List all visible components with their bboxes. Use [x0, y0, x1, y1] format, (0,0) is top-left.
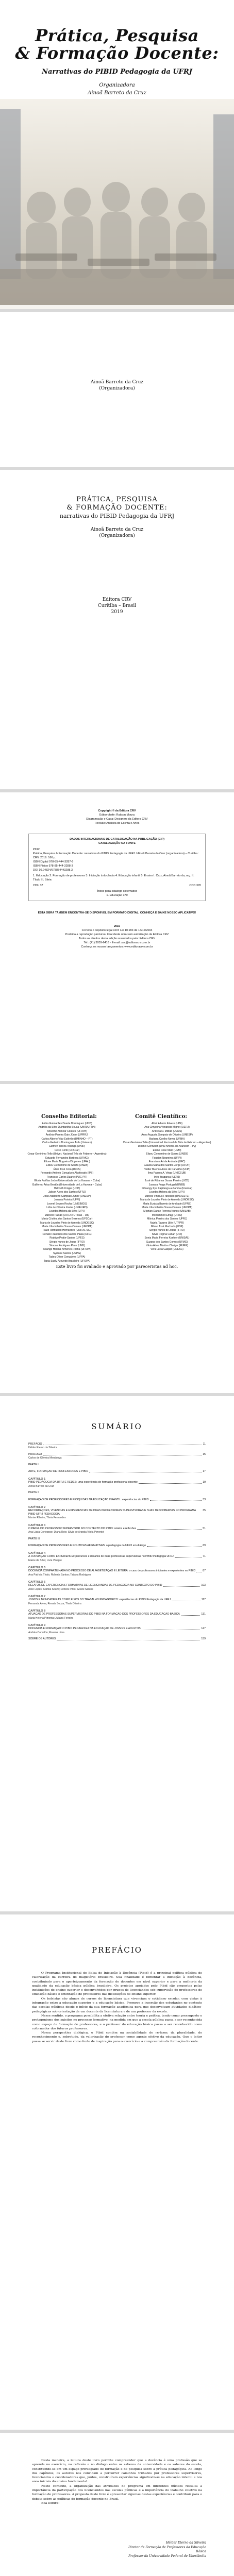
- council-member: Josania Portela (UFPI): [54, 1198, 80, 1202]
- committee-member: Silvia Regina Canan (URI): [152, 1232, 182, 1236]
- committee-member: Vera Lucia Gaspar (UDESC): [151, 1248, 183, 1251]
- toc-chapter-label[interactable]: CAPÍTULO 6: [28, 1581, 46, 1584]
- toc-entry-row: [28, 1470, 206, 1473]
- toc-chapter-label[interactable]: CAPÍTULO 9: [28, 1624, 46, 1628]
- preface-page: [0, 1914, 234, 2430]
- council-member: Sydione Santos (UEPG): [53, 1251, 81, 1255]
- committee-member: Ilma Passos A. Veiga (UNICEUB): [147, 1172, 187, 1175]
- toc-entry-title: FORMAÇÃO DE PROFESSORES E PESQUISAS NA EDUCAÇÃO INFANTIL: experiências do PIBID: [28, 1498, 149, 1501]
- council-member: Solange Helena Ximenes-Rocha (UFOPA): [42, 1248, 92, 1251]
- cip-isbn-physical: ISBN Físico 978-85-444-3288-3: [33, 865, 73, 868]
- committee-member: Barbara Coelho Neves (UFBA): [149, 1137, 185, 1141]
- toc-leader: [196, 1569, 202, 1572]
- council-member: Antônio Pereira Gaio Júnior (UFRRJ): [45, 1133, 89, 1137]
- cover-photo: [0, 99, 234, 305]
- committee-member: Altair Alberto Fávero (UPF): [151, 1122, 183, 1125]
- toc-chapter-label[interactable]: CAPÍTULO 1: [28, 1478, 46, 1481]
- toc-entry[interactable]: [28, 1481, 206, 1488]
- copyright-page: [0, 792, 234, 1081]
- council-member: Carlos Alberto Vilar Estêvão (UMINHO – PT): [41, 1137, 93, 1141]
- cover-title: [0, 27, 234, 62]
- toc-entry-authors: Ana Patrícia Thaís; Roberta Santos; Tatiana Rodrigues: [28, 1573, 91, 1577]
- toc-entry-row: [28, 1584, 206, 1587]
- toc-chapter-label[interactable]: CAPÍTULO 3: [28, 1524, 46, 1528]
- digital-notice: ESTA OBRA TAMBÉM ENCONTRA-SE DISPONÍVEL EM FORMATO DIGITAL. CONHEÇA E BAIXE NOSSO APLICATIVO!: [38, 911, 196, 914]
- toc-entry[interactable]: [28, 1584, 206, 1591]
- toc-leader: [172, 1598, 200, 1601]
- toc-page-number: 131: [201, 1613, 206, 1616]
- council-member: Aldira Guimarães Duarte Domínguez (UNB): [42, 1122, 92, 1125]
- toc-entry-row: [28, 1453, 206, 1456]
- preface-paragraph: O Programa Institucional de Bolsa de Iniciação à Docência (Pibid) é a principal política pública de valorização da carreira do magistério brasileiro. Sua finalidade é fomentar a iniciação à docência, contribuindo para o aperfeiçoamento da formação de docentes em nível superior e para a melhoria da qualidade da educação básica pública brasileira. Os projetos apoiados pelo Pibid são propostos pelas instituições de ensino superior e desenvolvidos por grupos de licenciandos sob supervisão de professores de educação básica e orientação de professores das instituições de ensino superior.: [32, 1972, 202, 1996]
- toc-entry-title: SOBRE OS AUTORES: [28, 1637, 56, 1641]
- committee-member: Marcos Vinicius Francisco (UNOESTE): [144, 1194, 190, 1198]
- toc-page-number: 15: [203, 1453, 206, 1456]
- toc-entry-authors: Andréa Carvalho; Rosana Lima: [28, 1631, 64, 1634]
- committee-member: Míghian Danae Ferreira Nunes (UNILAB): [143, 1210, 191, 1213]
- toc-chapter-label[interactable]: CAPÍTULO 2: [28, 1505, 46, 1509]
- toc-entry-title: A FORMAÇÃO COMO EXPERIÊNCIA: percursos e desafios de duas professoras supervisoras no PIBID Pedagogia UFRJ: [28, 1555, 174, 1558]
- preface-paragraph: Os bolsistas são alunos de cursos de licenciatura que vivenciam o cotidiano escolar, com vistas à integração entre a educação superior e a educação básica. Promove a inserção dos estudantes no contexto das escolas públicas desde o início da sua formação acadêmica para que desenvolvam atividades didático-pedagógicas sob orientação de um docente da licenciatura e de um professor da escola.: [32, 1997, 202, 2013]
- toc-leader: [137, 1527, 202, 1530]
- toc-title: SUMÁRIO: [91, 1422, 143, 1431]
- toc-entry-title: PARTE I: [28, 1463, 39, 1466]
- toc-entry[interactable]: [28, 1637, 206, 1641]
- council-member: Sérgio Nunes de Jesus (IFRO): [49, 1240, 85, 1244]
- legal-deposit: Foi feito o depósito legal conf. Lei 10.994 de 14/12/2004: [81, 929, 153, 932]
- toc-entry-authors: Fernanda Alves; Renata Souza; Thaís Oliveira: [28, 1602, 81, 1605]
- signature-institution: Professor da Universidade Federal de Uberlândia: [128, 2554, 206, 2558]
- committee-member: Mohammed Elhajji (UFRJ): [152, 1213, 182, 1217]
- peer-review-note: Este livro foi avaliado e aprovado por pareceristas ad hoc.: [56, 1264, 178, 1269]
- committee-member: Mônica Pereira dos Santos (UFRJ): [147, 1217, 187, 1221]
- committee-member: Anna Augusta Sampaio de Oliveira (UNESP): [141, 1133, 193, 1137]
- toc-entry[interactable]: [28, 1544, 206, 1548]
- colophon-year: 2019: [113, 925, 121, 928]
- title-page-title: [0, 496, 234, 520]
- cip-body: Prática, Pesquisa & Formação Docente: narrativas do PIBID Pedagogia da UFRJ / Ainoã Barreto da Cruz (organizadora) – Curitiba : CRV, 2019. 166 p.: [33, 852, 199, 859]
- revision-line: Revisão: Analista de Escrita e Artes: [94, 822, 140, 825]
- committee-member: Vânia Alves Martins Chaigar (FURG): [146, 1244, 188, 1247]
- publisher-city: Curitiba – Brasil: [97, 603, 137, 608]
- toc-page-number: 87: [203, 1569, 206, 1573]
- toc-entry[interactable]: [28, 1527, 206, 1534]
- toc-leader: [89, 1470, 202, 1472]
- publication-year: 2019: [111, 609, 123, 615]
- cover-title-line-2: & Formação Docente:: [15, 43, 219, 63]
- toc-entry-authors: Carlos de Oliveira Mendonça: [28, 1456, 62, 1460]
- toc-chapter-label[interactable]: CAPÍTULO 8: [28, 1609, 46, 1613]
- toc-entry-title: FORMAÇÃO DE PROFESSORES E POLÍTICAS AFIRMATIVAS: a pedagogia da UFRJ em diálogo: [28, 1544, 146, 1548]
- toc-leader: [43, 1453, 202, 1455]
- half-title-page: [0, 312, 234, 467]
- publisher-name: Editora CRV: [102, 597, 132, 602]
- council-member: Leonel Severo Rocha (UNISINOS): [47, 1202, 87, 1206]
- title-page-organizer: Ainoã Barreto da Cruz: [90, 527, 144, 532]
- toc-entry-authors: Ana Lúcia Cortegoso; Diana Reis; Silvia de Aranda Vilela Pimentel: [28, 1531, 105, 1534]
- preface-title: PREFÁCIO: [92, 1945, 142, 1955]
- toc-page-number: 103: [201, 1584, 206, 1587]
- committee-member: Lourdes Helena da Silva (UFV): [149, 1191, 185, 1194]
- cover-organizer-name: Ainoã Barreto da Cruz: [88, 90, 146, 96]
- committee-member: Najela Tavares Ujiie (UTFPR): [150, 1221, 184, 1225]
- cip-cdu: CDU 37: [33, 884, 43, 887]
- council-member: Gloria Fariñas León (Universidade de La Havana – Cuba): [34, 1179, 100, 1183]
- committee-member: Francisco Ari de Andrade (UFC): [148, 1160, 186, 1164]
- cover-organizer-label: Organizadora: [99, 82, 135, 88]
- committee-member: Cesar Gerónimo Tello (Universidad Nacional de Três de Febrero – Argentina): [123, 1141, 211, 1145]
- committee-member: Andréia N. Militão (UEMS): [152, 1129, 182, 1133]
- toc-entry-title: RELATOS DE EXPERIÊNCIAS FORMATIVAS DE LICENCIANDAS DE PEDAGOGIA NO CONTEXTO DO PIBID: [28, 1584, 162, 1587]
- toc-entry-row: [28, 1527, 206, 1531]
- copyright-line: Copyright © da Editora CRV: [98, 809, 136, 812]
- editorial-board-page: [0, 1084, 234, 1393]
- toc-entry-row: [28, 1443, 206, 1446]
- cip-subheading: CATALOGAÇÃO NA FONTE: [98, 842, 136, 845]
- council-member: Tania Suely Azevedo Brasileiro (UFOPA): [43, 1259, 91, 1263]
- preface-paragraph: Nesse sentido, o programa possibilita a efetiva relação entre teoria e prática, tendo como pressuposto o protagonismo dos sujeitos no processo formativo, na medida em que a escola pública passa a ser reconhecida como espaço de formação de professores, e o professor da educação básica passa a ser reconhecido como coformador dos futuros professores.: [32, 2014, 202, 2030]
- publisher-site: Conheça os nossos lançamentos: www.editoracrv.com.br: [81, 945, 153, 948]
- toc-entry-title: DOCÊNCIA COMPARTILHADA NO PROCESSO DE ALFABETIZAÇÃO E LEITURA: o caso de professores iniciantes e experientes no PIBID: [28, 1569, 196, 1573]
- cip-index-title: Índice para catálogo sistemático: [96, 890, 138, 893]
- council-member: Guillermo Arias Beatón (Universidade de La Havana – Cuba): [32, 1183, 102, 1187]
- council-member: Rodrigo Pratte-Santos (UFES): [49, 1236, 85, 1240]
- council-title: Conselho Editorial:: [41, 1114, 97, 1120]
- toc-entry-row: [28, 1569, 206, 1573]
- cip-cdd: CDD 370: [189, 884, 201, 887]
- title-line-3: narrativas do PIBID Pedagogia da UFRJ: [59, 513, 175, 519]
- toc-entry-row: [28, 1491, 206, 1495]
- council-member: Jailson Alves dos Santos (UFRJ): [48, 1191, 86, 1194]
- title-page-organizer-role: (Organizadora): [99, 533, 135, 538]
- toc-entry-authors: Marise Ribeiro; Tânia Fernandes: [28, 1516, 66, 1520]
- toc-entry[interactable]: [28, 1613, 206, 1620]
- toc-entry-row: [28, 1463, 206, 1467]
- preface-text-part-1: [32, 1971, 202, 2044]
- council-member: Paulo Romualdo Hernandes (UNIFAL-MG): [42, 1229, 92, 1232]
- toc-entry-authors: Ainoã Barreto da Cruz: [28, 1484, 54, 1488]
- council-member: Elizeu Clementino de Souza (UNEB): [46, 1164, 88, 1167]
- toc-leader: [150, 1498, 202, 1501]
- title-line-1: PRÁTICA, PESQUISA: [76, 496, 158, 503]
- toc-entry-title: DOCÊNCIA E FORMAÇÃO: O PIBID PEDAGOGIA NA EDUCAÇÃO DE JOVENS E ADULTOS: [28, 1627, 141, 1631]
- toc-entry[interactable]: [28, 1498, 206, 1502]
- toc-chapter-label[interactable]: CAPÍTULO 7: [28, 1595, 46, 1599]
- council-member: Tadeu Oliver Gonçalves (UFPA): [48, 1256, 86, 1259]
- toc-entry[interactable]: [28, 1598, 206, 1605]
- cover-title-line-1: Prática, Pesquisa: [35, 26, 199, 45]
- toc-leader: [43, 1443, 202, 1445]
- toc-chapter-label[interactable]: CAPÍTULO 4: [28, 1552, 46, 1555]
- council-member: Simone Rodrigues Pinto (UNB): [49, 1244, 85, 1247]
- toc-entry[interactable]: [28, 1453, 206, 1460]
- toc-entry[interactable]: [28, 1569, 206, 1577]
- council-member: Maria de Lourdes Pinto de Almeida (UNOESC): [40, 1221, 94, 1225]
- organizer-role: (Organizadora): [99, 386, 135, 391]
- toc-entry-row: [28, 1555, 206, 1558]
- council-list: [21, 1122, 113, 1263]
- toc-chapter-label[interactable]: CAPÍTULO 5: [28, 1566, 46, 1570]
- toc-page-number: 51: [203, 1527, 206, 1531]
- toc-entry-row: [28, 1537, 206, 1541]
- council-member: Lourdes Helena da Silva (UFV): [49, 1210, 85, 1213]
- council-member: Carlos Federico Dominguez Avila (Unieuro): [42, 1141, 92, 1145]
- toc-list: [28, 1443, 206, 1645]
- toc-leader: [175, 1555, 202, 1557]
- council-member: Maria Lília Imbiriba Sousa Colares (UFOPA): [42, 1225, 92, 1228]
- toc-entry-authors: Alice Lopes; Camila Souza; Débora Pinto; Gisele Santos: [28, 1587, 93, 1591]
- committee-member: Sonia Maria Ferreira Koehler (UNISAL): [144, 1236, 190, 1240]
- cip-subjects: 1. Educação 2. Formação de professores 3. Iniciação à docência 4. Educação infantil 5. Ensino I. Cruz, Ainoã Barreto da, org. II. Título III. Série.: [33, 874, 194, 882]
- council-member: Eduardo Fernandes Barbosa (UFMG): [45, 1156, 89, 1160]
- council-member: Fernando Antônio Gonçalves Alcoforado (IPB): [40, 1172, 94, 1175]
- toc-entry[interactable]: [28, 1509, 206, 1520]
- toc-entry-row: [28, 1598, 206, 1602]
- preface-paragraph: Boa leitura!: [41, 2501, 60, 2505]
- preface-continued-page: [0, 2433, 234, 2576]
- reproduction-notice: Proibida a reprodução parcial ou total desta obra sem autorização da Editora CRV: [65, 933, 169, 936]
- toc-entry-title: ATUAÇÃO DE PROFESSORAS SUPERVISORAS DO PIBID NA FORMAÇÃO DOS PROFESSORES DA EDUCAÇÃO BÁSICA: [28, 1613, 180, 1616]
- toc-leader: [142, 1627, 200, 1630]
- toc-page-number: 17: [203, 1470, 206, 1473]
- preface-paragraph: Desta maneira, a leitura deste livro permite compreender que a docência é uma profissão que se aprende no exercício, na reflexão e no diálogo entre os saberes da universidade e os saberes da escola, constituindo-se em um espaço privilegiado de formação e de pesquisa sobre a prática pedagógica. Ao longo dos capítulos, os autores nos convidam a percorrer caminhos trilhados por professores supervisores, licenciandos e coordenadores que, juntos, construíram experiências significativas na educação infantil e nos anos iniciais do ensino fundamental.: [32, 2459, 202, 2484]
- committee-member: Ana Chrystina Venancio Mignot (UERJ): [144, 1126, 190, 1129]
- committee-member: Maria Eurácia Barreto de Andrade (UFRB): [143, 1202, 191, 1206]
- preface-signature: [119, 2541, 206, 2558]
- toc-leader: [57, 1637, 200, 1640]
- committee-list: [121, 1122, 213, 1252]
- signature-name: Hélder Eterno da Silveira: [165, 2541, 206, 2545]
- committee-member: Sérgio Nunes de Jesus (IFRO): [149, 1229, 185, 1232]
- toc-entry-authors: Maria Helena Pimenta; Juliana Ferreira: [28, 1616, 73, 1620]
- cip-box: [28, 834, 206, 901]
- council-member: Carmen Tereza Velanga (UNIR): [48, 1145, 86, 1148]
- table-of-contents-page: [0, 1396, 234, 1911]
- council-member: Andréia da Silva Quintanilha Sousa (UNIR/UFRN): [38, 1126, 96, 1129]
- toc-entry-row: [28, 1637, 206, 1641]
- committee-member: Fauston Negreiros (UFPI): [152, 1156, 182, 1160]
- toc-entry[interactable]: [28, 1470, 206, 1473]
- committee-member: Suzana dos Santos Gomes (UFMG): [146, 1240, 188, 1244]
- toc-entry-title: PIBID PEDAGOGIA DA UFRJ E REDES: uma experiência de formação profissional docente: [28, 1481, 138, 1484]
- organizer-name: Ainoã Barreto da Cruz: [90, 380, 144, 385]
- toc-entry-row: [28, 1509, 206, 1516]
- council-member: Elione Maria Nogueira Diogenes (UFAL): [44, 1160, 90, 1164]
- council-member: Marcelo Paixão (UFRJ e UTexas – US): [44, 1213, 90, 1217]
- council-member: Celso Conti (UFSCar): [54, 1148, 80, 1152]
- toc-entry-row: [28, 1627, 206, 1631]
- toc-page-number: 35: [203, 1509, 206, 1512]
- committee-member: Maria Lília Imbiriba Sousa Colares (UFOPA): [142, 1206, 192, 1209]
- toc-entry-title: PRÓLOGO: [28, 1453, 42, 1456]
- committee-member: Elizeu Clementino de Souza (UNEB): [146, 1153, 188, 1156]
- committee-member: Inês Bragança (UERJ): [154, 1175, 180, 1179]
- cip-isbn-digital: ISBN Digital 978-85-444-3287-6: [33, 860, 74, 863]
- council-member: Renato Francisco dos Santos Paula (UFG): [42, 1232, 92, 1236]
- council-member: Élsio José Corá (UFFS): [53, 1167, 81, 1171]
- toc-page-number: 33: [203, 1498, 206, 1501]
- council-member: Cesar Gerónimo Tello (Univer. Nacional Três de Febrero – Argentina): [27, 1153, 107, 1156]
- council-member: Maria Cristina dos Santos Bezerra (UFSCar): [41, 1217, 93, 1221]
- cip-index-item: 1. Educação 370: [106, 894, 128, 897]
- toc-entry[interactable]: [28, 1491, 206, 1495]
- preface-paragraph: Neste contexto, a organização das atividades do programa em diferentes núcleos ressalta a importância da participação dos licenciandos nas escolas públicas e a importância do trabalho coletivo na formação de professores. A proposta deste livro é apresentar algumas destas experiências e contribuir para o debate sobre as políticas de formação docente no Brasil.: [32, 2484, 202, 2501]
- toc-entry-title: RECORDAÇÕES, VIVÊNCIAS E EXPERIÊNCIAS DE DUAS PROFESSORAS SUPERVISORAS E SUAS DESCOBERTAS NO PROGRAMA PIBID UFRJ PEDAGOGIA: [28, 1509, 196, 1516]
- toc-leader: [163, 1584, 200, 1586]
- cip-heading: DADOS INTERNACIONAIS DE CATALOGAÇÃO NA PUBLICAÇÃO (CIP): [70, 838, 164, 841]
- committee-member: Diosnel Centurion (Univ Americ. de Asunción – Py): [138, 1145, 196, 1148]
- toc-entry-authors: Hélder Eterno da Silveira: [28, 1446, 57, 1450]
- committee-member: Gláucia Maria dos Santos Jorge (UFOP): [144, 1164, 190, 1167]
- toc-entry[interactable]: [28, 1463, 206, 1467]
- toc-entry-title: ARTE, FORMAÇÃO DE PROFESSORES E PIBID: [28, 1470, 89, 1473]
- committee-title: Comitê Científico:: [135, 1114, 188, 1120]
- toc-leader: [139, 1481, 202, 1483]
- preface-text-part-2: [32, 2459, 202, 2505]
- committee-member: Kilwangy Kya Kapitango-a-Samba (Unemat): [141, 1187, 193, 1190]
- toc-leader: [147, 1544, 202, 1547]
- committee-member: Helder Buenos Aires de Carvalho (UFPI): [143, 1167, 191, 1171]
- title-line-2: & FORMAÇÃO DOCENTE:: [66, 504, 168, 512]
- cip-code: P912: [33, 848, 40, 851]
- cover-illustration: [0, 99, 234, 305]
- committee-member: Eliane Rose Maio (UEM): [153, 1148, 181, 1152]
- toc-entry-row: [28, 1544, 206, 1548]
- toc-entry-authors: Elaine da Silva; Lívia Vinagre: [28, 1558, 62, 1562]
- toc-page-number: 71: [203, 1555, 206, 1558]
- rights-contact: Todos os direitos desta edição reservados pela: Editora CRV: [78, 937, 156, 940]
- toc-page-number: 147: [201, 1627, 206, 1631]
- toc-entry-title: PREFÁCIO: [28, 1443, 42, 1446]
- toc-entry-title: PARTE III: [28, 1537, 40, 1541]
- toc-page-number: 19: [203, 1481, 206, 1484]
- toc-entry-title: JOGOS E BRINCADEIRAS COMO EIXOS DO TRABALHO PEDAGÓGICO: experiências do PIBID Pedagogia da UFRJ: [28, 1598, 171, 1602]
- cover-subtitle: Narrativas do PIBID Pedagogia da UFRJ: [42, 68, 192, 76]
- signature-role: Diretor de Formação de Professores da Educação Básica: [128, 2545, 206, 2553]
- committee-member: José de Ribamar Sousa Pereira (UCB): [144, 1179, 190, 1183]
- toc-entry[interactable]: [28, 1627, 206, 1634]
- toc-leader: [181, 1613, 200, 1615]
- council-member: Helmuth Krüger (UCP): [54, 1187, 80, 1190]
- committee-member: Maria de Lourdes Pinto de Almeida (UNOESC): [140, 1198, 194, 1202]
- toc-entry[interactable]: [28, 1537, 206, 1541]
- title-page: [0, 470, 234, 789]
- toc-entry-title: PARTE II: [28, 1491, 40, 1495]
- toc-entry-row: [28, 1481, 206, 1484]
- toc-entry[interactable]: [28, 1555, 206, 1562]
- preface-paragraph: Nossa perspectiva dialógica, o Pibid contém na sociabilidade de re-fazer, da pluralidade, do reconhecimento e, sobretudo, da valorização do professor como agente efetivo da educação. Que o leitor possa se servir deste livro como fonte de inspiração para o exercício e a compreensão da formação docente.: [32, 2031, 202, 2043]
- toc-page-number: 159: [201, 1637, 206, 1641]
- committee-member: Nilson José Machado (USP): [151, 1225, 183, 1228]
- cover-page: [0, 0, 234, 309]
- toc-entry-title: O PAPEL DO PROFESSOR SUPERVISOR NO CONTEXTO DO PIBID: relatos e reflexões: [28, 1527, 137, 1531]
- toc-entry-row: [28, 1613, 206, 1616]
- council-member: Francisco Carlos Duarte (PUC-PR): [47, 1175, 87, 1179]
- council-member: Anselmo Alencar Colares (UFOPA): [47, 1129, 87, 1133]
- council-member: Lídia de Oliveira Xavier (UNIEURO): [46, 1206, 88, 1209]
- diagram-line: Diagramação e Capa: Designers da Editora CRV: [86, 818, 148, 821]
- publisher-phone: Tel.: (41) 3039-6418 - E-mail: sac@editoracrv.com.br: [83, 941, 151, 944]
- toc-page-number: 69: [203, 1544, 206, 1548]
- committee-member: Jussara Fraga Portugal (UNEB): [148, 1183, 186, 1187]
- cip-doi: DOI 10.24824/978854443288.3: [33, 869, 73, 872]
- council-member: João Adalberto Campato Junior (UNESP): [43, 1194, 91, 1198]
- toc-entry[interactable]: [28, 1443, 206, 1450]
- toc-page-number: 117: [201, 1598, 206, 1602]
- editor-line: Editor-chefe: Railson Moura: [99, 814, 135, 817]
- toc-entry-row: [28, 1498, 206, 1502]
- toc-page-number: 11: [203, 1443, 206, 1446]
